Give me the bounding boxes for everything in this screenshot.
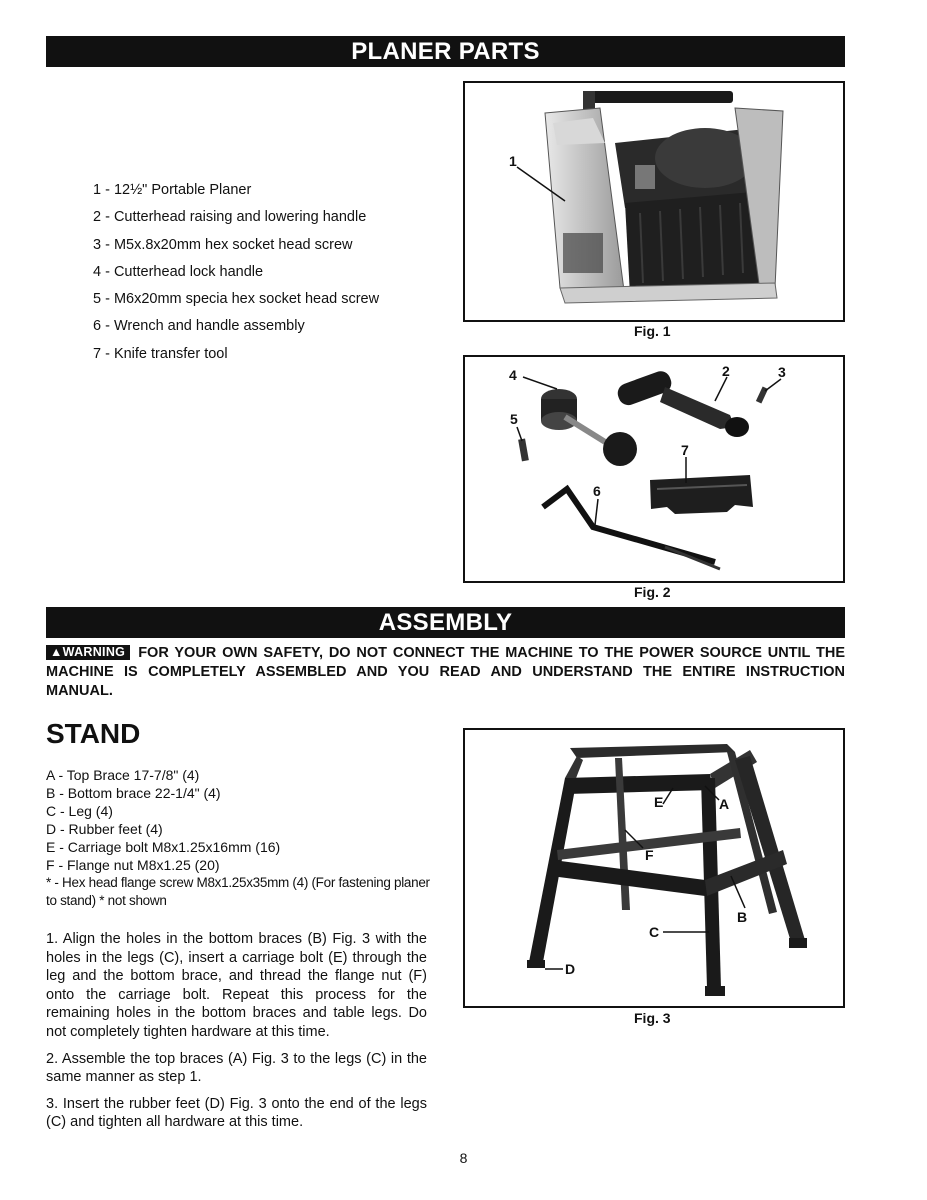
page-number: 8 [459, 1150, 468, 1166]
stand-part-item: F - Flange nut M8x1.25 (20) [46, 857, 220, 873]
parts-illustration [465, 357, 843, 581]
fig2-callout-6: 6 [593, 483, 601, 499]
stand-part-item: D - Rubber feet (4) [46, 821, 163, 837]
part-item: 6 - Wrench and handle assembly [93, 318, 305, 335]
stand-part-item: B - Bottom brace 22-1/4" (4) [46, 785, 221, 801]
figure-1-caption: Fig. 1 [634, 323, 671, 339]
stand-part-item: C - Leg (4) [46, 803, 113, 819]
stand-illustration [465, 730, 843, 1006]
stand-part-note: * - Hex head flange screw M8x1.25x35mm (4) (For fastening planer to stand) * not shown [46, 875, 430, 908]
stand-parts-list [46, 766, 431, 910]
warning-badge: ▲WARNING [46, 645, 130, 660]
stand-part-item: E - Carriage bolt M8x1.25x16mm (16) [46, 839, 281, 855]
fig3-callout-F: F [645, 847, 654, 863]
figure-2-parts [463, 355, 845, 583]
planer-parts-list [93, 180, 443, 371]
fig3-callout-D: D [565, 961, 576, 977]
planer-illustration [465, 83, 843, 320]
part-item: 5 - M6x20mm specia hex socket head screw [93, 291, 380, 308]
figure-3-stand [463, 728, 845, 1008]
warning-text: FOR YOUR OWN SAFETY, DO NOT CONNECT THE MACHINE TO THE POWER SOURCE UNTIL THE MACHINE IS COMPLETELY ASSEMBLED AND YOU READ AND UNDERSTAND THE ENTIRE INSTRUCTION MANUAL. [46, 645, 845, 699]
planer-parts-banner: PLANER PARTS [46, 36, 845, 67]
part-item: 3 - M5x.8x20mm hex socket head screw [93, 236, 353, 253]
fig3-callout-E: E [654, 794, 664, 810]
part-item: 4 - Cutterhead lock handle [93, 263, 264, 280]
fig2-callout-5: 5 [510, 411, 518, 427]
assembly-step: 3. Insert the rubber feet (D) Fig. 3 onto the end of the legs (C) and tighten all hardware at this time. [46, 1095, 427, 1131]
figure-2-caption: Fig. 2 [634, 584, 671, 600]
assembly-steps [46, 930, 427, 1140]
assembly-step: 1. Align the holes in the bottom braces (B) Fig. 3 with the holes in the legs (C), insert a carriage bolt (E) through the leg and the bottom brace, and thread the flange nut (F) onto the carriage bolt. Repeat this process for the remaining holes in the bottom braces and table legs. Do not completely tighten hardware at this time. [46, 931, 427, 1040]
figure-3-caption: Fig. 3 [634, 1010, 671, 1026]
fig2-callout-3: 3 [778, 364, 786, 380]
fig2-callout-4: 4 [509, 367, 517, 383]
safety-warning [46, 644, 845, 701]
figure-1-planer [463, 81, 845, 322]
fig3-callout-B: B [737, 909, 748, 925]
fig3-callout-C: C [649, 924, 660, 940]
part-item: 2 - Cutterhead raising and lowering handle [93, 209, 367, 226]
warning-triangle-icon: ▲ [50, 645, 63, 659]
assembly-step: 2. Assemble the top braces (A) Fig. 3 to the legs (C) in the same manner as step 1. [46, 1050, 427, 1086]
fig2-callout-2: 2 [722, 363, 730, 379]
assembly-banner: ASSEMBLY [46, 607, 845, 638]
fig3-callout-A: A [719, 796, 730, 812]
part-item: 1 - 12½" Portable Planer [93, 182, 252, 198]
part-item: 7 - Knife transfer tool [93, 345, 228, 362]
fig2-callout-7: 7 [681, 442, 689, 458]
fig1-callout-1: 1 [509, 153, 517, 169]
stand-heading: STAND [46, 718, 141, 749]
stand-part-item: A - Top Brace 17-7/8" (4) [46, 767, 200, 783]
